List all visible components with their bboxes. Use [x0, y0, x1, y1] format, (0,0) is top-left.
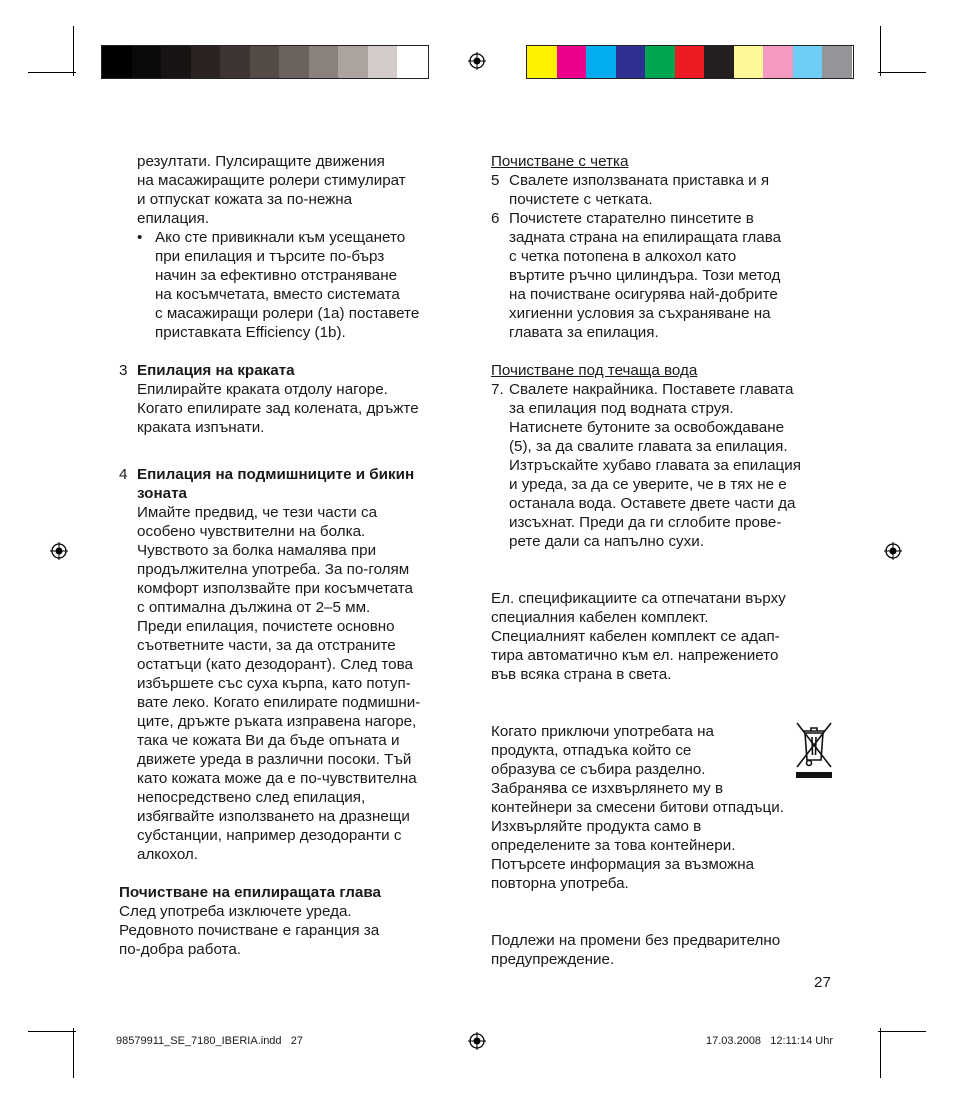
section-heading: Епилация на подмишниците и бикин	[137, 466, 415, 483]
color-swatch	[191, 46, 221, 78]
step-6: 6 Почистете старателно пинсетите в задната страна на епилиращата глава с четка потопена в алкохол като въртите ръчно цилиндъра. Този метод на почистване осигурява най-добрите хигиенни условия за съхраняване на главата за епилация.	[491, 210, 782, 341]
color-swatch	[368, 46, 398, 78]
disposal-paragraph: Когато приключи употребата на продукта, отпадъка който се образува се събира разделно. Забранява се изхвърлянето му в контейнери за смесени битови отпадъци. Изхвърляйте продукта само в определените за това контейнери. Потърсете информация за възможна повторна употреба.	[491, 723, 784, 892]
bullet-mark: •	[137, 229, 143, 246]
color-swatch	[704, 46, 734, 78]
section-heading: Почистване на епилиращата глава	[119, 884, 381, 901]
color-swatch	[734, 46, 764, 78]
step-5: 5 Свалете използваната приставка и я почистете с четката.	[491, 172, 770, 208]
bullet-item: • Ако сте привикнали към усещането при епилация и търсите по-бърз начин за ефективно отстраняване на косъмчетата, вместо системата с масажиращи ролери (1a) поставете приставката Efficiency (1b).	[137, 229, 420, 341]
color-swatch	[309, 46, 339, 78]
color-swatch	[675, 46, 705, 78]
registration-mark-icon	[468, 52, 486, 70]
process-color-bar	[526, 45, 854, 79]
cleaning-section: Почистване на епилиращата глава След употреба изключете уреда. Редовното почистване е гаранция за по-добра работа.	[119, 884, 381, 958]
color-swatch	[161, 46, 191, 78]
step-7: 7. Свалете накрайника. Поставете главата за епилация под водната струя. Натиснете бутоните за освобождаване (5), за да свалите главата за епилация. Изтръскайте хубаво главата за епилация и уреда, за да се уверите, че в тях не е останала вода. Оставете двете части да изсъхнат. Преди да ги сглобите прове- рете дали са напълно сухи.	[491, 381, 801, 550]
notice-paragraph: Подлежи на промени без предварително предупреждение.	[491, 932, 781, 968]
color-swatch	[763, 46, 793, 78]
electrical-spec-paragraph: Ел. спецификациите са отпечатани върху специалния кабелен комплект. Специалният кабелен комплект се адап- тира автоматично към ел. напрежението във всяка страна в света.	[491, 590, 786, 683]
left-column	[119, 152, 469, 959]
crop-mark	[878, 1031, 926, 1032]
crop-mark	[880, 26, 881, 76]
color-swatch	[527, 46, 557, 78]
intro-paragraph: резултати. Пулсиращите движения на масажиращите ролери стимулират и отпускат кожата за по-нежна епилация.	[137, 153, 406, 227]
color-swatch	[793, 46, 823, 78]
crop-mark	[880, 1028, 881, 1078]
color-swatch	[616, 46, 646, 78]
step-number: 5	[491, 172, 500, 189]
section-number: 3	[119, 362, 128, 379]
step-number: 6	[491, 210, 500, 227]
section-number: 4	[119, 466, 128, 483]
color-swatch	[822, 46, 852, 78]
color-swatch	[279, 46, 309, 78]
crop-mark	[73, 1028, 74, 1078]
subsection-heading: Почистване с четка	[491, 153, 629, 170]
page-number: 27	[814, 974, 831, 991]
subsection-heading: Почистване под течаща вода	[491, 362, 698, 379]
crossed-out-wheelie-bin-icon	[793, 720, 835, 780]
registration-mark-icon	[50, 542, 68, 560]
registration-mark-icon	[884, 542, 902, 560]
footer-timestamp: 17.03.2008 12:11:14 Uhr	[706, 1035, 834, 1047]
section-heading: зоната	[137, 485, 187, 502]
color-swatch	[557, 46, 587, 78]
color-swatch	[102, 46, 132, 78]
footer-file-info: 98579911_SE_7180_IBERIA.indd 27	[116, 1035, 303, 1047]
section-heading: Епилация на краката	[137, 362, 295, 379]
grayscale-color-bar	[101, 45, 429, 79]
step-number: 7.	[491, 381, 504, 398]
section-4: 4 Епилация на подмишниците и бикин зоната Имайте предвид, че тези части са особено чувствителни на болка. Чувството за болка намалява при продължителна употреба. За по-голям комфорт използвайте при косъмчетата с оптимална дължина от 2–5 мм. Преди епилация, почистете основно съответните части, за да отстраните остатъци (като дезодорант). След това избършете със суха кърпа, като потуп- вате леко. Когато епилирате подмишни- ците, дръжте ръката изправена нагоре, така че кожата Ви да бъде опъната и движете уреда в различни посоки. Тъй като кожата може да е по-чувствителна непосредствено след епилация, избягвайте използването на дразнещи субстанции, например дезодоранти с алкохол.	[119, 466, 421, 863]
color-swatch	[132, 46, 162, 78]
color-swatch	[397, 46, 427, 78]
crop-mark	[28, 1031, 76, 1032]
crop-mark	[28, 72, 76, 73]
crop-mark	[878, 72, 926, 73]
color-swatch	[250, 46, 280, 78]
color-swatch	[338, 46, 368, 78]
section-3: 3 Епилация на краката Епилирайте краката отдолу нагоре. Когато епилирате зад колената, дръжте краката изпънати.	[119, 362, 419, 436]
color-swatch	[586, 46, 616, 78]
right-column	[491, 152, 841, 969]
registration-mark-icon	[468, 1032, 486, 1050]
color-swatch	[645, 46, 675, 78]
crop-mark	[73, 26, 74, 76]
color-swatch	[220, 46, 250, 78]
